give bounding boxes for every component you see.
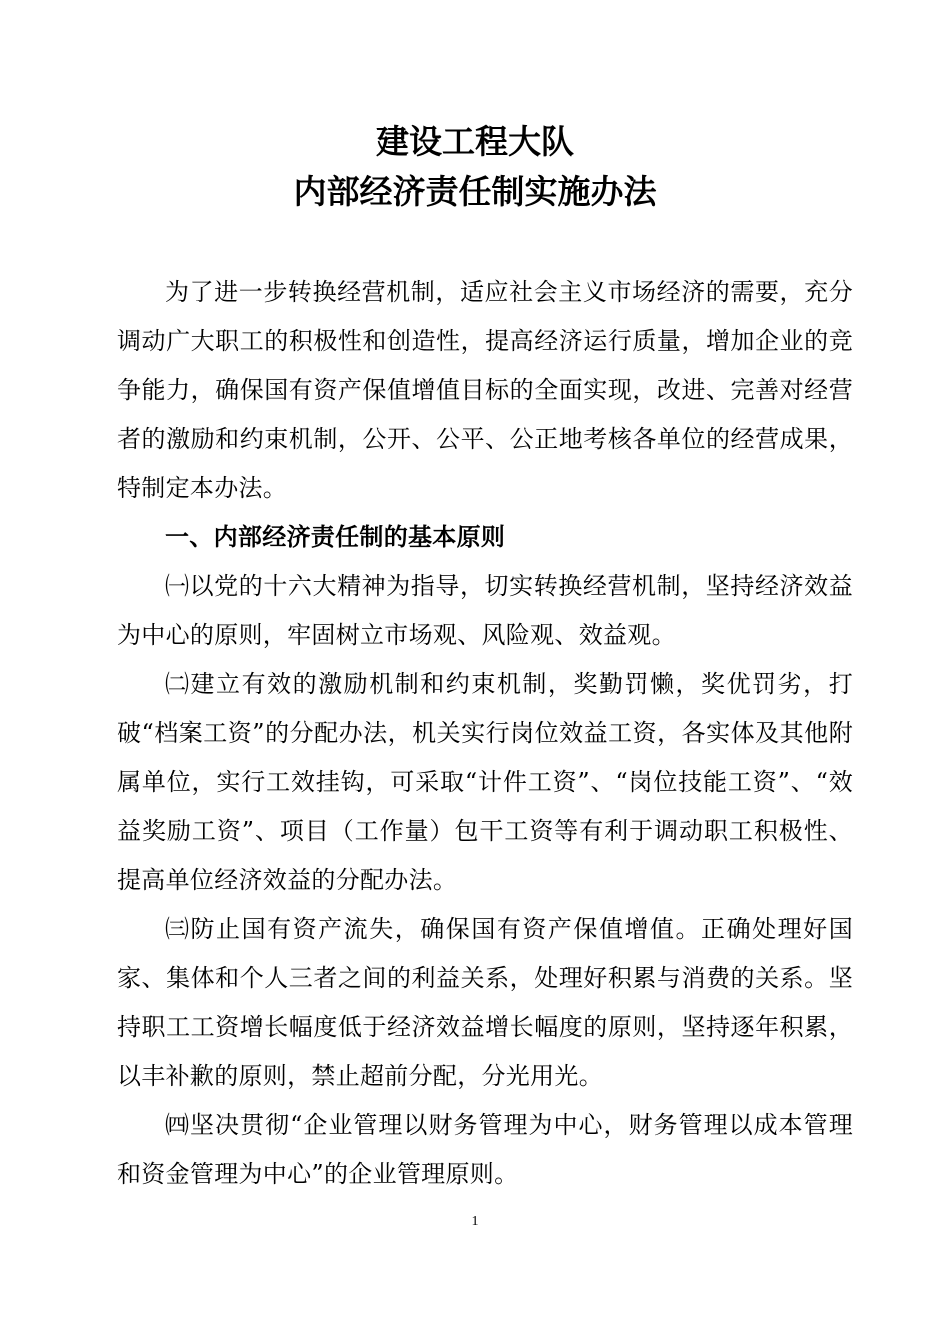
section-heading: 一、内部经济责任制的基本原则	[165, 523, 506, 551]
principle-item-1: ㈠以党的十六大精神为指导，切实转换经营机制，坚持经济效益为中心的原则，牢固树立市场观、风险观、效益观。	[117, 572, 853, 649]
page-number: 1	[471, 1214, 479, 1229]
document-title-line2: 内部经济责任制实施办法	[293, 172, 657, 211]
document-title-line1: 建设工程大队	[376, 122, 574, 161]
document-body	[117, 268, 853, 1199]
principle-item-3: ㈢防止国有资产流失，确保国有资产保值增值。正确处理好国家、集体和个人三者之间的利益关系，处理好积累与消费的关系。坚持职工工资增长幅度低于经济效益增长幅度的原则，坚持逐年积累，以丰补歉的原则，禁止超前分配，分光用光。	[117, 915, 853, 1090]
principle-item-2: ㈡建立有效的激励机制和约束机制，奖勤罚懒，奖优罚劣，打破“档案工资”的分配办法，机关实行岗位效益工资，各实体及其他附属单位，实行工效挂钩，可采取“计件工资”、“岗位技能工资”、“效益奖励工资”、项目（工作量）包干工资等有利于调动职工积极性、提高单位经济效益的分配办法。	[117, 670, 853, 894]
principle-item-4: ㈣坚决贯彻“企业管理以财务管理为中心，财务管理以成本管理和资金管理为中心”的企业管理原则。	[117, 1111, 853, 1188]
intro-paragraph: 为了进一步转换经营机制，适应社会主义市场经济的需要，充分调动广大职工的积极性和创造性，提高经济运行质量，增加企业的竞争能力，确保国有资产保值增值目标的全面实现，改进、完善对经营者的激励和约束机制，公开、公平、公正地考核各单位的经营成果，特制定本办法。	[117, 278, 853, 502]
